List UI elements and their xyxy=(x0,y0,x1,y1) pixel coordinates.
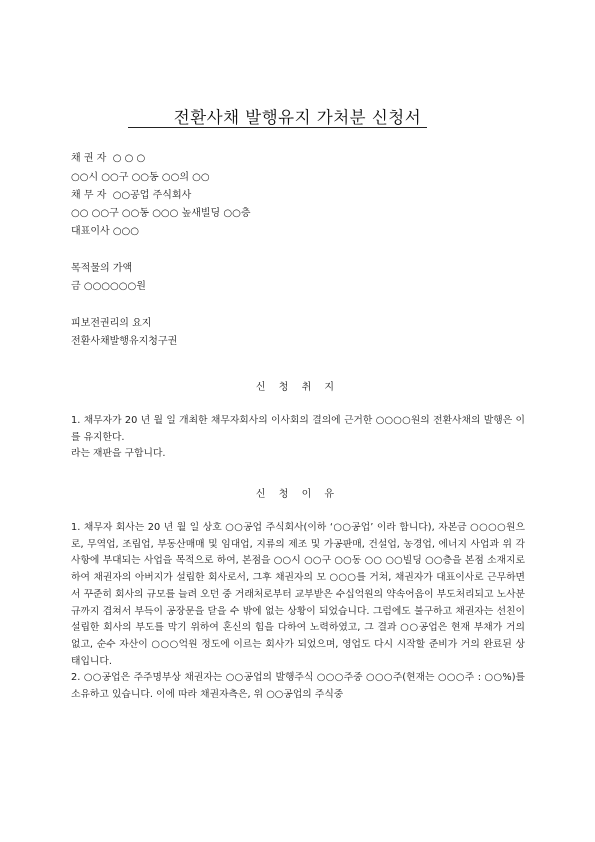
purpose-heading: 신 청 취 지 xyxy=(255,382,340,393)
debtor-representative: 대표이사 ○○○ xyxy=(71,226,139,237)
creditor-address: ○○시 ○○구 ○○동 ○○의 ○○ xyxy=(71,172,210,183)
purpose-closing: 라는 재판을 구합니다. xyxy=(71,448,166,460)
purpose-section xyxy=(71,413,525,463)
reasons-paragraph-2: 2. ○○공업은 주주명부상 채권자는 ○○공업의 발행주식 ○○○주중 ○○○주(현재는 ○○○주 : ○○%)를 소유하고 있습니다. 이에 따라 채권자측은, 위 ○○공업의 주식중 xyxy=(71,672,525,701)
debtor-address: ○○ ○○구 ○○동 ○○○ 높새빌딩 ○○층 xyxy=(71,208,251,219)
document-title: 전환사채 발행유지 가처분 신청서 xyxy=(173,108,422,127)
reasons-heading: 신 청 이 유 xyxy=(255,489,340,500)
purpose-paragraph: 1. 채무자가 20 년 월 일 개최한 채무자회사의 이사회의 결의에 근거한 ○○○○원의 전환사채의 발행은 이를 유지한다. xyxy=(71,415,525,443)
right-label: 피보전권리의 요지 xyxy=(71,318,152,329)
right-content: 전환사채발행유지청구권 xyxy=(71,336,178,347)
value-amount: 금 ○○○○○○원 xyxy=(71,281,146,292)
title-underline xyxy=(128,127,427,128)
creditor-name: 채 권 자 ○ ○ ○ xyxy=(71,153,146,164)
reasons-section xyxy=(71,520,525,704)
debtor-name: 채 무 자 ○○공업 주식회사 xyxy=(71,190,192,201)
reasons-paragraph-1: 1. 채무자 회사는 20 년 월 일 상호 ○○공업 주식회사(이하 ‘○○공업’ 이라 합니다), 자본금 ○○○○원으로, 무역업, 조립업, 부동산매매 및 임대업, 지류의 제조 및 가공판매, 건설업, 농경업, 에너지 사업과 위 각 사항에 부대되는 사업을 목적으로 하여, 본점을 ○○시 ○○구 ○○동 ○○ ○○빌딩 ○○층을 본점 소재지로 하여 채권자의 아버지가 설립한 회사로서, 그후 채권자의 모 ○○○를 거쳐, 채권자가 대표이사로 근무하면서 꾸준히 회사의 규모를 늘려 오던 중 거래처로부터 교부받은 수십억원의 약속어음이 부도처리되고 노사분규까지 겹쳐서 부득이 공장문을 닫을 수 밖에 없는 상황이 되었습니다. 그럼에도 불구하고 채권자는 선친이 설립한 회사의 부도를 막기 위하여 혼신의 힘을 다하여 노력하였고, 그 결과 ○○공업은 현재 부채가 거의 없고, 순수 자산이 ○○○억원 정도에 이르는 회사가 되었으며, 영업도 다시 시작할 준비가 거의 완료된 상태입니다. xyxy=(71,522,525,667)
value-label: 목적물의 가액 xyxy=(71,263,133,274)
